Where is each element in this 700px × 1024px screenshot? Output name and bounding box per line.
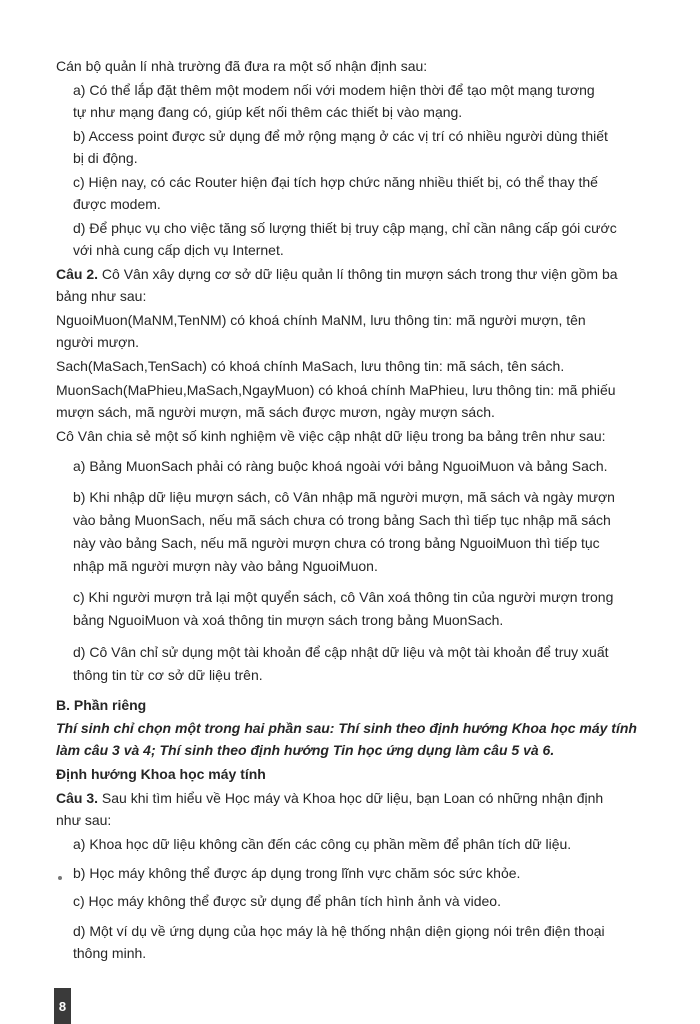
q2-item-b-line1: b) Khi nhập dữ liệu mượn sách, cô Vân nhập mã người mượn, mã sách và ngày mượn — [73, 489, 615, 505]
q3-item-d-line2: thông minh. — [73, 945, 147, 961]
page-number: 8 — [54, 988, 71, 1024]
q2-item-b-line3: này vào bảng Sach, nếu mã người mượn chưa có trong bảng NguoiMuon thì tiếp tục — [73, 535, 600, 551]
q2-line2: bảng như sau: — [56, 288, 147, 304]
q2-item-a: a) Bảng MuonSach phải có ràng buộc khoá ngoài với bảng NguoiMuon và bảng Sach. — [73, 458, 608, 474]
q1-item-c-line1: c) Hiện nay, có các Router hiện đại tích hợp chức năng nhiều thiết bị, có thể thay thế — [73, 174, 598, 190]
q2-item-c-line2: bảng NguoiMuon và xoá thông tin mượn sách trong bảng MuonSach. — [73, 612, 504, 628]
q3-item-d-line1: d) Một ví dụ về ứng dụng của học máy là hệ thống nhận diện giọng nói trên điện thoại — [73, 923, 605, 939]
q2-table-sach: Sach(MaSach,TenSach) có khoá chính MaSach, lưu thông tin: mã sách, tên sách. — [56, 358, 565, 374]
q3-label: Câu 3. — [56, 790, 99, 806]
q3-text: Sau khi tìm hiểu về Học máy và Khoa học dữ liệu, bạn Loan có những nhận định — [98, 790, 604, 806]
q1-item-d-line1: d) Để phục vụ cho việc tăng số lượng thiết bị truy cập mạng, chỉ cần nâng cấp gói cước — [73, 220, 617, 236]
q2-table-muonsach-line1: MuonSach(MaPhieu,MaSach,NgayMuon) có khoá chính MaPhieu, lưu thông tin: mã phiếu — [56, 382, 616, 398]
q2-label: Câu 2. — [56, 266, 99, 282]
q3-item-c: c) Học máy không thể được sử dụng để phân tích hình ảnh và video. — [73, 893, 501, 909]
q2-item-b-line4: nhập mã người mượn này vào bảng NguoiMuon. — [73, 558, 378, 574]
q1-item-b-line1: b) Access point được sử dụng để mở rộng mạng ở các vị trí có nhiều người dùng thiết — [73, 128, 608, 144]
stray-dot — [58, 876, 62, 880]
q1-item-b-line2: bị di động. — [73, 150, 138, 166]
q1-item-c-line2: được modem. — [73, 196, 161, 212]
q1-item-a-line2: tự như mạng đang có, giúp kết nối thêm các thiết bị vào mạng. — [73, 104, 463, 120]
q2-table-muonsach-line2: mượn sách, mã người mượn, mã sách được mươn, ngày mượn sách. — [56, 404, 495, 420]
q3-item-b: b) Học máy không thể được áp dụng trong lĩnh vực chăm sóc sức khỏe. — [73, 865, 521, 881]
part-b-instruction-line2: làm câu 3 và 4; Thí sinh theo định hướng Tin học ứng dụng làm câu 5 và 6. — [56, 742, 555, 758]
q2-item-d-line2: thông tin từ cơ sở dữ liệu trên. — [73, 667, 263, 683]
q2-share-text: Cô Vân chia sẻ một số kinh nghiệm về việc cập nhật dữ liệu trong ba bảng trên như sau: — [56, 428, 606, 444]
q2-item-d-line1: d) Cô Vân chỉ sử dụng một tài khoản để cập nhật dữ liệu và một tài khoản để truy xuất — [73, 644, 609, 660]
orientation-heading: Định hướng Khoa học máy tính — [56, 766, 266, 782]
q2-item-c-line1: c) Khi người mượn trả lại một quyển sách, cô Vân xoá thông tin của người mượn trong — [73, 589, 614, 605]
q1-item-d-line2: với nhà cung cấp dịch vụ Internet. — [73, 242, 284, 258]
q3-item-a: a) Khoa học dữ liệu không cần đến các công cụ phần mềm để phân tích dữ liệu. — [73, 836, 572, 852]
q2-line1 — [56, 263, 618, 285]
q2-text: Cô Vân xây dựng cơ sở dữ liệu quản lí thông tin mượn sách trong thư viện gồm ba — [98, 266, 618, 282]
q2-item-b-line2: vào bảng MuonSach, nếu mã sách chưa có trong bảng Sach thì tiếp tục nhập mã sách — [73, 512, 611, 528]
q2-table-nguoimuon-line1: NguoiMuon(MaNM,TenNM) có khoá chính MaNM, lưu thông tin: mã người mượn, tên — [56, 312, 586, 328]
q1-item-a-line1: a) Có thể lắp đặt thêm một modem nối với modem hiện thời để tạo một mạng tương — [73, 82, 595, 98]
part-b-heading: B. Phần riêng — [56, 697, 147, 713]
part-b-instruction-line1: Thí sinh chỉ chọn một trong hai phần sau: Thí sinh theo định hướng Khoa học máy tính — [56, 720, 637, 736]
intro-text: Cán bộ quản lí nhà trường đã đưa ra một số nhận định sau: — [56, 58, 428, 74]
q2-table-nguoimuon-line2: người mượn. — [56, 334, 140, 350]
q3-line1 — [56, 787, 603, 809]
q3-line2: như sau: — [56, 812, 112, 828]
